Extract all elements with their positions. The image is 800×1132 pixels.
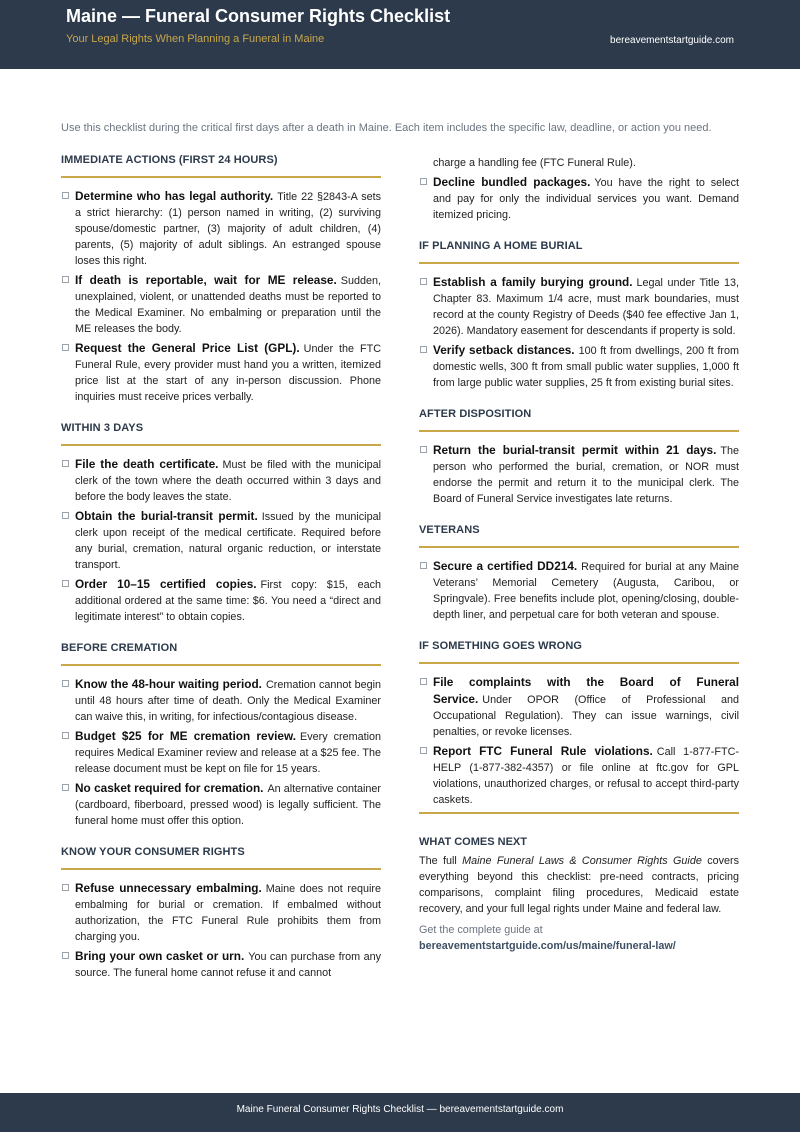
item-heading: Establish a family burying ground.	[433, 275, 633, 289]
item-text: The person who performed the burial, cremation, or NOR must endorse the permit and return it to the municipal clerk. The Board of Funeral Service investigates late returns.	[433, 445, 739, 505]
item-text: Call 1-877-FTC-HELP (1-877-382-4357) or file online at ftc.gov for GPL violations, unauthorized charges, or refusal to accept third-party caskets.	[433, 746, 739, 806]
item-text: Under OPOR (Office of Professional and Occupational Regulation). They can issue warnings, civil penalties, or revoke licenses.	[433, 694, 739, 738]
checklist-item	[61, 948, 381, 981]
intro-text: Use this checklist during the critical first days after a death in Maine. Each item includes the specific law, deadline, or action you need.	[61, 122, 712, 134]
item-text: Cremation cannot begin until 48 hours after time of death. Only the Medical Examiner can waive this, in writing, for infectious/contagious disease.	[75, 679, 381, 723]
checkbox[interactable]	[62, 512, 69, 519]
section-consumer-rights	[61, 846, 381, 981]
checklist-item	[61, 272, 381, 337]
checklist-item	[419, 442, 739, 507]
item-heading: File the death certificate.	[75, 457, 219, 471]
section-divider	[419, 812, 739, 814]
section-title: VETERANS	[419, 524, 739, 548]
item-heading: Return the burial-transit permit within 21 days.	[433, 443, 717, 457]
checkbox[interactable]	[420, 446, 427, 453]
checkbox[interactable]	[420, 562, 427, 569]
checklist-item	[419, 558, 739, 623]
checklist-item	[61, 508, 381, 573]
item-heading: No casket required for cremation.	[75, 781, 264, 795]
checkbox[interactable]	[62, 732, 69, 739]
item-heading: Bring your own casket or urn.	[75, 949, 245, 963]
header-site-link[interactable]: bereavementstartguide.com	[610, 35, 734, 46]
right-column	[419, 155, 739, 954]
item-heading: If death is reportable, wait for ME release.	[75, 273, 337, 287]
item-text: Title 22 §2843-A sets a strict hierarchy: (1) person named in writing, (2) surviving spouse/domestic partner, (3) majority of adult children, (4) parents, (5) majority of adult siblings. An estranged spouse loses this right.	[75, 191, 381, 267]
item-heading: Request the General Price List (GPL).	[75, 341, 300, 355]
checkbox[interactable]	[62, 680, 69, 687]
section-veterans	[419, 524, 739, 623]
next-title: WHAT COMES NEXT	[419, 836, 527, 848]
checkbox[interactable]	[420, 178, 427, 185]
checkbox[interactable]	[420, 747, 427, 754]
item-text: Must be filed with the municipal clerk of the town where the death occurred within 3 days and before the body leaves the state.	[75, 459, 382, 503]
next-body-rest: covers everything beyond this checklist: pre-need contracts, pricing comparisons, complaint filing procedures, Medicaid estate recovery, and your full legal rights under Maine and federal law.	[419, 855, 739, 915]
section-title: AFTER DISPOSITION	[419, 408, 739, 432]
section-title: IF PLANNING A HOME BURIAL	[419, 240, 739, 264]
item-heading: Obtain the burial-transit permit.	[75, 509, 258, 523]
section-after-disposition	[419, 408, 739, 507]
next-cta: Get the complete guide at	[419, 924, 543, 936]
checkbox[interactable]	[62, 784, 69, 791]
checklist-item	[61, 676, 381, 725]
page-title: Maine — Funeral Consumer Rights Checklist	[66, 6, 451, 26]
checklist-item	[419, 342, 739, 391]
item-heading: Budget $25 for ME cremation review.	[75, 729, 296, 743]
item-heading: Decline bundled packages.	[433, 175, 591, 189]
checkbox[interactable]	[62, 952, 69, 959]
item-text: You can purchase from any source. The funeral home cannot refuse it and cannot	[75, 951, 381, 979]
checkbox[interactable]	[62, 344, 69, 351]
checkbox[interactable]	[62, 276, 69, 283]
checkbox[interactable]	[62, 460, 69, 467]
section-within-3-days	[61, 422, 381, 625]
item-heading: File complaints with the Board of Funeral Service.	[433, 675, 739, 706]
checkbox[interactable]	[62, 884, 69, 891]
checklist-item	[419, 274, 739, 339]
guide-url-link[interactable]: bereavementstartguide.com/us/maine/funeral-law/	[419, 940, 676, 952]
item-text: First copy: $15, each additional ordered at the same time: $6. You need a “direct and legitimate interest” to obtain copies.	[75, 579, 381, 623]
page-subtitle: Your Legal Rights When Planning a Funeral in Maine	[66, 33, 325, 45]
checklist-item	[61, 456, 381, 505]
item-text-continued: charge a handling fee (FTC Funeral Rule).	[433, 157, 636, 169]
checklist-item	[61, 728, 381, 777]
item-heading: Determine who has legal authority.	[75, 189, 274, 203]
checklist-item	[419, 674, 739, 740]
checklist-item	[61, 576, 381, 625]
section-title: IMMEDIATE ACTIONS (FIRST 24 HOURS)	[61, 154, 381, 178]
section-title: WITHIN 3 DAYS	[61, 422, 381, 446]
item-text: An alternative container (cardboard, fiberboard, pressed wood) is legally sufficient. The funeral home must offer this option.	[75, 783, 382, 827]
checkbox[interactable]	[420, 678, 427, 685]
section-title: IF SOMETHING GOES WRONG	[419, 640, 739, 664]
item-text: Sudden, unexplained, violent, or unattended deaths must be reported to the Medical Examiner. No embalming or preparation until the ME releases the body.	[75, 275, 381, 335]
item-text: Required for burial at any Maine Veterans’ Memorial Cemetery (Augusta, Caribou, or Springvale). Free benefits include plot, opening/closing, double-depth liner, and perpetual care for both veteran and spouse.	[433, 561, 739, 621]
checklist-item	[61, 880, 381, 945]
checklist-item	[61, 780, 381, 829]
checklist-item	[419, 743, 739, 808]
item-text: Every cremation requires Medical Examiner review and release at a $25 fee. The release document must be kept on file for 15 years.	[75, 731, 381, 775]
item-heading: Order 10–15 certified copies.	[75, 577, 257, 591]
page-footer: Maine Funeral Consumer Rights Checklist — bereavementstartguide.com	[0, 1093, 800, 1132]
checkbox[interactable]	[420, 346, 427, 353]
what-comes-next	[419, 836, 739, 954]
page-header	[0, 0, 800, 69]
item-heading: Secure a certified DD214.	[433, 559, 578, 573]
left-column	[61, 154, 381, 998]
checkbox[interactable]	[62, 580, 69, 587]
section-title: KNOW YOUR CONSUMER RIGHTS	[61, 846, 381, 870]
item-text: Under the FTC Funeral Rule, every provider must hand you a written, itemized price list at the start of any in-person discussion. Phone inquiries must receive prices verbally.	[75, 343, 382, 403]
section-consumer-rights-continued	[419, 155, 739, 223]
item-text: You have the right to select and pay for only the individual services you want. Demand itemized pricing.	[433, 177, 739, 221]
item-heading: Report FTC Funeral Rule violations.	[433, 744, 653, 758]
item-text: 100 ft from dwellings, 200 ft from domestic wells, 300 ft from small public water supplies, 1,000 ft from large public water supplies, 25 ft from existing burial sites.	[433, 345, 739, 389]
section-title: BEFORE CREMATION	[61, 642, 381, 666]
checkbox[interactable]	[62, 192, 69, 199]
item-text: Maine does not require embalming for burial or cremation. If embalmed without authorization, the FTC Funeral Rule prohibits them from charging you.	[75, 883, 382, 943]
item-text: Legal under Title 13, Chapter 83. Maximum 1/4 acre, must mark boundaries, must record at the county Registry of Deeds ($40 fee effective Jan 1, 2026). Mandatory easement for descendants if property is sold.	[433, 277, 739, 337]
item-text: Issued by the municipal clerk upon receipt of the medical certificate. Required before any burial, cremation, natural organic reduction, or interstate transport.	[75, 511, 381, 571]
item-heading: Verify setback distances.	[433, 343, 575, 357]
guide-title: Maine Funeral Laws & Consumer Rights Guide	[462, 855, 702, 867]
checklist-item	[61, 188, 381, 269]
item-heading: Know the 48-hour waiting period.	[75, 677, 262, 691]
next-body	[419, 853, 739, 917]
checkbox[interactable]	[420, 278, 427, 285]
checklist-item	[61, 340, 381, 405]
section-before-cremation	[61, 642, 381, 829]
section-home-burial	[419, 240, 739, 391]
section-something-goes-wrong	[419, 640, 739, 814]
next-body-intro: The full	[419, 855, 463, 867]
item-heading: Refuse unnecessary embalming.	[75, 881, 262, 895]
section-immediate	[61, 154, 381, 405]
checklist-item	[419, 174, 739, 223]
